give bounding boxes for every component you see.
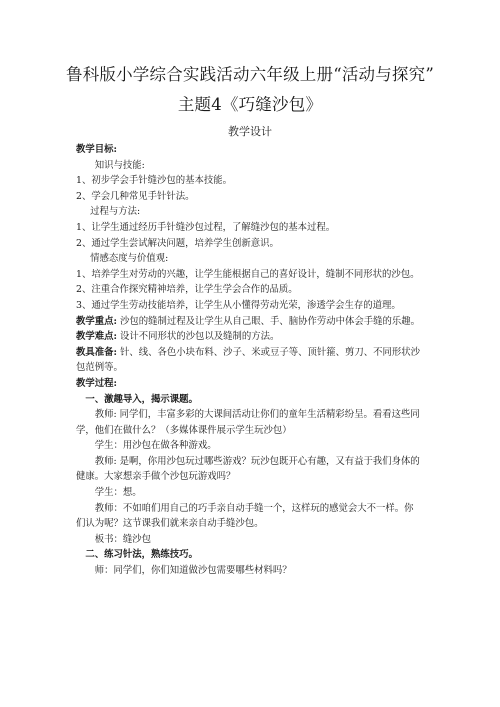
document-title-line1: 鲁科版小学综合实践活动六年级上册“活动与探究” bbox=[66, 65, 434, 84]
knowledge-item: 1、初步学会手针缝沙包的基本技能。 bbox=[76, 175, 232, 187]
paragraph: 教师: 同学们，丰富多彩的大课间活动让你们的童年生活精彩纷呈。看看这些同学，他们在做什么？（多媒体课件展示学生玩沙包） bbox=[76, 409, 420, 436]
paragraph: 教师: 是啊，你用沙包玩过哪些游戏？玩沙包既开心有趣，又有益于我们身体的健康。大家想亲手做个沙包玩游戏吗？ bbox=[76, 455, 420, 483]
tools-text: 针、线、各色小块布料、沙子、米或豆子等、顶针箍、剪刀、不同形状沙包范例等。 bbox=[76, 346, 420, 374]
key-point-text: 沙包的缝制过程及让学生从自己眼、手、脑协作劳动中体会手缝的乐趣。 bbox=[116, 315, 420, 327]
section-heading: 二、练习针法，熟练技巧。 bbox=[85, 549, 198, 561]
difficulty-text: 设计不同形状的沙包以及缝制的方法。 bbox=[116, 331, 280, 343]
teaching-tools bbox=[76, 345, 422, 376]
emotion-item: 3、通过学生劳动技能培养，让学生从小懂得劳动光荣，渗透学会生存的道理。 bbox=[76, 299, 401, 311]
paragraph: 师：同学们，你们知道做沙包需要哪些材料吗？ bbox=[94, 565, 292, 577]
process-heading: 过程与方法: bbox=[90, 206, 141, 218]
knowledge-item: 2、学会几种常见手针针法。 bbox=[76, 190, 195, 202]
emotion-item: 2、注重合作探究精神培养，让学生学会合作的品质。 bbox=[76, 284, 298, 296]
key-point-label: 教学重点: bbox=[76, 315, 117, 327]
document-title-line2: 主题4《巧缝沙包》 bbox=[177, 95, 323, 114]
difficulty-point bbox=[76, 329, 422, 345]
paragraph: 教师：不如咱们用自己的巧手亲自动手缝一个，这样玩的感觉会大不一样。你们认为呢？这节课我们就来亲自动手缝沙包。 bbox=[76, 502, 414, 530]
knowledge-heading: 知识与技能: bbox=[94, 159, 145, 171]
section-heading: 一、激趣导入，揭示课题。 bbox=[85, 393, 198, 405]
paragraph: 学生：用沙包在做各种游戏。 bbox=[94, 440, 217, 452]
key-point bbox=[76, 314, 422, 330]
emotion-heading: 情感态度与价值观: bbox=[90, 253, 169, 265]
process-item: 1、让学生通过经历手针缝沙包过程，了解缝沙包的基本过程。 bbox=[76, 221, 336, 233]
paragraph: 板书：缝沙包 bbox=[94, 533, 152, 545]
process-item: 2、通过学生尝试解决问题，培养学生创新意识。 bbox=[76, 237, 279, 249]
tools-label: 教具准备: bbox=[76, 346, 117, 358]
document-subtitle: 教学设计 bbox=[228, 125, 272, 138]
difficulty-label: 教学难点: bbox=[76, 331, 117, 343]
teaching-process-heading: 教学过程: bbox=[76, 377, 117, 389]
goals-heading: 教学目标: bbox=[76, 144, 117, 155]
emotion-item: 1、培养学生对劳动的兴趣，让学生能根据自己的喜好设计，缝制不同形状的沙包。 bbox=[76, 268, 420, 280]
document-body bbox=[76, 142, 422, 579]
paragraph: 学生：想。 bbox=[94, 487, 142, 499]
